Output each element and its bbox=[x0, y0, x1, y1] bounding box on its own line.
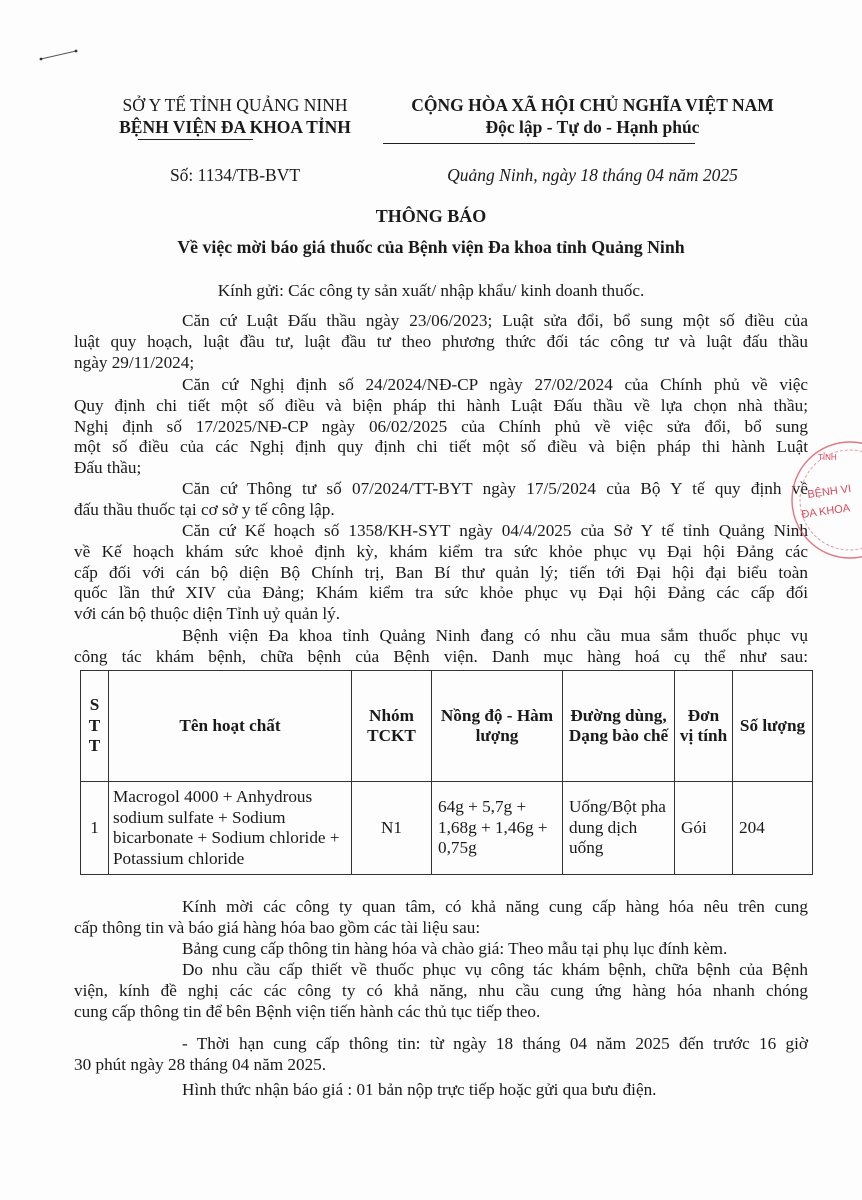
stamp-text-line1: BỆNH VI bbox=[806, 482, 853, 501]
table-row bbox=[81, 782, 813, 875]
table-header-row bbox=[81, 671, 813, 782]
header-group: Nhóm TCKT bbox=[352, 671, 432, 782]
cell-route-form: Uống/Bột pha dung dịch uống bbox=[563, 782, 675, 875]
text-line: - Thời hạn cung cấp thông tin: từ ngày 18 tháng 04 năm 2025 đến trước 16 giờ bbox=[182, 1034, 808, 1053]
paragraph-legal-basis-3 bbox=[74, 479, 808, 521]
text-line: Căn cứ Nghị định số 24/2024/NĐ-CP ngày 27/02/2024 của Chính phủ về việc bbox=[182, 375, 808, 394]
text-line: Bảng cung cấp thông tin hàng hóa và chào giá: Theo mẫu tại phụ lục đính kèm. bbox=[182, 939, 728, 958]
paragraph-invitation bbox=[74, 897, 808, 939]
paragraph-legal-basis-1 bbox=[74, 311, 808, 373]
text-line: một số điều của các Nghị định quy định chi tiết một số điều và biện pháp thi hành Luật bbox=[74, 437, 808, 457]
cell-stt: 1 bbox=[81, 782, 109, 875]
text-line: cấp thông tin và báo giá hàng hóa bao gồm các tài liệu sau: bbox=[74, 917, 481, 937]
header-stt bbox=[81, 671, 109, 782]
text-line: về Kế hoạch khám sức khoẻ định kỳ, khám kiểm tra sức khỏe phục vụ Đại hội Đảng các bbox=[74, 541, 808, 561]
left-header-underline bbox=[138, 139, 253, 140]
text-line: Bệnh viện Đa khoa tỉnh Quảng Ninh đang có nhu cầu mua sắm thuốc phục vụ bbox=[182, 626, 808, 645]
paragraph-purchase-need bbox=[74, 626, 808, 668]
paragraph-deadline bbox=[74, 1034, 808, 1076]
header-active-ingredient: Tên hoạt chất bbox=[109, 671, 352, 782]
paragraph-submission-method bbox=[74, 1080, 808, 1101]
text-line: Quy định chi tiết một số điều và biện pháp thi hành Luật Đấu thầu về lựa chọn nhà thầu; bbox=[74, 395, 808, 415]
recipient-line: Kính gửi: Các công ty sản xuất/ nhập khẩu/ kinh doanh thuốc. bbox=[217, 281, 645, 300]
text-line: đấu thầu thuốc tại cơ sở y tế công lập. bbox=[74, 499, 335, 519]
header-unit: Đơn vị tính bbox=[675, 671, 733, 782]
cell-strength: 64g + 5,7g + 1,68g + 1,46g + 0,75g bbox=[432, 782, 563, 875]
text-line: Căn cứ Luật Đấu thầu ngày 23/06/2023; Luật sửa đổi, bổ sung một số điều của bbox=[182, 311, 808, 330]
right-header-underline bbox=[383, 143, 695, 144]
text-line: viện, kính đề nghị các các công ty có khả năng, nhu cầu cung ứng hàng hóa nhanh chóng bbox=[74, 980, 808, 1000]
text-line: cấp đối với cán bộ diện Bộ Chính trị, Ban Bí thư quản lý; tiến tới Đại hội đại biểu toàn bbox=[74, 562, 808, 582]
national-title: CỘNG HÒA XÃ HỘI CHỦ NGHĨA VIỆT NAM bbox=[411, 95, 774, 115]
header-quantity: Số lượng bbox=[733, 671, 813, 782]
paragraph-legal-basis-2 bbox=[74, 375, 808, 479]
stamp-text-top: TỈNH bbox=[818, 453, 837, 462]
header-strength: Nồng độ - Hàm lượng bbox=[432, 671, 563, 782]
official-stamp bbox=[780, 438, 862, 568]
document-number: Số: 1134/TB-BVT bbox=[169, 165, 301, 185]
issuing-authority: SỞ Y TẾ TỈNH QUẢNG NINH bbox=[122, 95, 348, 115]
header-route-form: Đường dùng, Dạng bào chế bbox=[563, 671, 675, 782]
cell-quantity: 204 bbox=[733, 782, 813, 875]
text-line: Kính mời các công ty quan tâm, có khả năng cung cấp hàng hóa nêu trên cung bbox=[182, 897, 808, 916]
text-line: Căn cứ Thông tư số 07/2024/TT-BYT ngày 17/5/2024 của Bộ Y tế quy định về bbox=[182, 479, 808, 498]
stamp-text-line2: ĐA KHOA bbox=[800, 502, 851, 521]
text-line: luật quy hoạch, luật đầu tư, luật đầu tư theo phương thức đối tác công tư và luật đấu thầu bbox=[74, 331, 808, 351]
scan-mark bbox=[38, 45, 83, 65]
cell-unit: Gói bbox=[675, 782, 733, 875]
text-line: Nghị định số 17/2025/NĐ-CP ngày 06/02/2025 của Chính phủ về việc sửa đổi, bổ sung bbox=[74, 416, 808, 436]
national-motto: Độc lập - Tự do - Hạnh phúc bbox=[485, 117, 700, 137]
place-date: Quảng Ninh, ngày 18 tháng 04 năm 2025 bbox=[447, 165, 738, 185]
goods-table bbox=[80, 670, 813, 875]
text-line: Hình thức nhận báo giá : 01 bản nộp trực tiếp hoặc gửi qua bưu điện. bbox=[182, 1080, 657, 1099]
document-title: THÔNG BÁO bbox=[375, 206, 487, 226]
hospital-name: BỆNH VIỆN ĐA KHOA TỈNH bbox=[119, 117, 351, 137]
cell-active-ingredient: Macrogol 4000 + Anhydrous sodium sulfate + Sodium bicarbonate + Sodium chloride + Potassium chloride bbox=[109, 782, 352, 875]
paragraph-plan-basis bbox=[74, 521, 808, 625]
paragraph-urgent-request bbox=[74, 960, 808, 1022]
text-line: công tác khám bệnh, chữa bệnh của Bệnh viện. Danh mục hàng hoá cụ thể như sau: bbox=[74, 646, 808, 666]
paragraph-price-form bbox=[74, 939, 808, 960]
text-line: Do nhu cầu cấp thiết về thuốc phục vụ công tác khám bệnh, chữa bệnh của Bệnh bbox=[182, 960, 808, 979]
text-line: cung cấp thông tin để bên Bệnh viện tiến hành các thủ tục tiếp theo. bbox=[74, 1001, 541, 1021]
text-line: 30 phút ngày 28 tháng 04 năm 2025. bbox=[74, 1054, 327, 1074]
text-line: Căn cứ Kế hoạch số 1358/KH-SYT ngày 04/4/2025 của Sở Y tế tỉnh Quảng Ninh bbox=[182, 521, 808, 540]
text-line: với cán bộ thuộc diện Tỉnh uỷ quản lý. bbox=[74, 604, 341, 624]
cell-group: N1 bbox=[352, 782, 432, 875]
document-subtitle: Về việc mời báo giá thuốc của Bệnh viện Đa khoa tỉnh Quảng Ninh bbox=[177, 237, 685, 257]
text-line: Đấu thầu; bbox=[74, 458, 142, 478]
header-text: S T T bbox=[88, 695, 101, 756]
text-line: quốc lần thứ XIV của Đảng; Khám kiểm tra sức khỏe phục vụ Đại hội Đảng các cấp đối bbox=[74, 583, 808, 603]
text-line: ngày 29/11/2024; bbox=[74, 352, 195, 372]
